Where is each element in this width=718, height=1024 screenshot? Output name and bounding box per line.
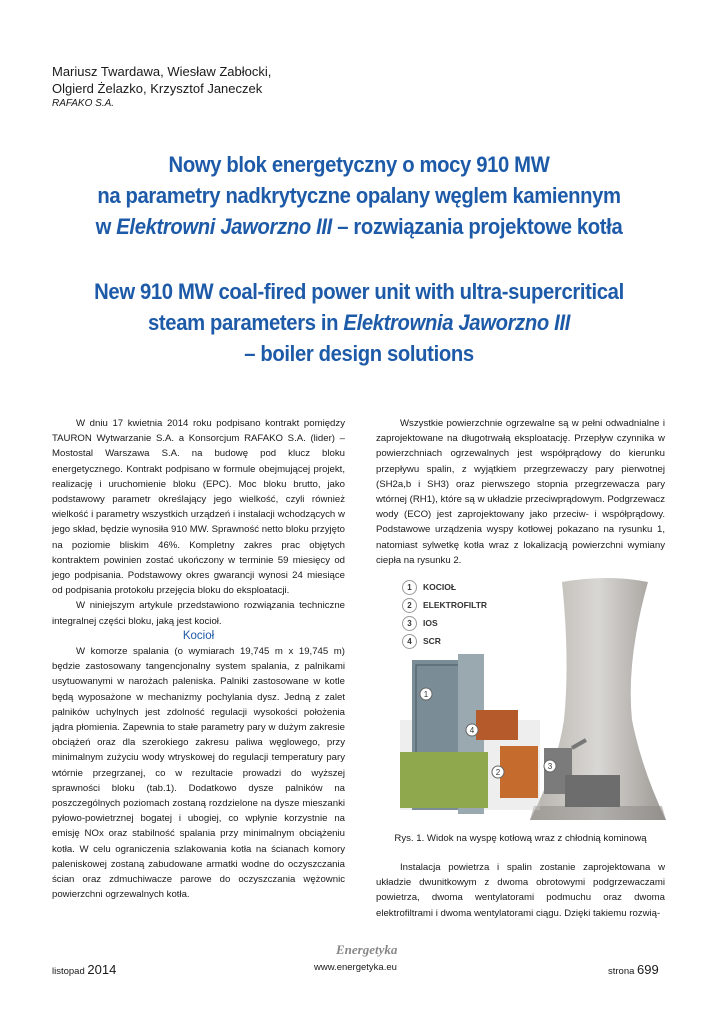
legend-item-kociol: 1 KOCIOŁ <box>402 580 456 595</box>
left-column <box>52 416 345 903</box>
figure-boiler-island <box>380 570 668 828</box>
section-heading-kociol: Kocioł <box>182 629 215 642</box>
footer-month: listopad <box>52 966 85 977</box>
air-flue-gas-paragraph: Instalacja powietrza i spalin zostanie zaprojektowana w układzie dwunitkowym z dwoma obrotowymi podgrzewaczami powietrza, dwoma wentylatorami podmuchu oraz dwoma elektrofiltrami i dwoma wentylatorami ciągu. Dzięki takiemu rozwią- <box>376 862 665 919</box>
svg-text:2: 2 <box>495 768 501 777</box>
title-en-line-3: – boiler design solutions <box>244 341 474 366</box>
footer-page-number: 699 <box>637 962 659 977</box>
title-pl-line-2: na parametry nadkrytyczne opalany węglem kamiennym <box>97 183 621 208</box>
title-en-line-2: steam parameters in Elektrownia Jaworzno III <box>148 310 570 335</box>
scr-unit <box>476 710 518 740</box>
authors-block <box>52 63 271 110</box>
authors-line-1: Mariusz Twardawa, Wiesław Zabłocki, <box>52 64 272 79</box>
electrostatic-precipitator <box>400 752 488 808</box>
svg-text:1: 1 <box>423 690 429 699</box>
footer-year: 2014 <box>87 962 117 977</box>
energetyka-logo: Energetyka <box>336 942 398 957</box>
title-pl-line-1: Nowy blok energetyczny o mocy 910 MW <box>168 152 550 177</box>
title-en-line-1: New 910 MW coal-fired power unit with ultra-supercritical <box>94 279 624 304</box>
figure-caption: Rys. 1. Widok na wyspę kotłową wraz z chłodnią kominową <box>394 833 647 844</box>
title-polish <box>54 149 664 242</box>
footer-page <box>608 962 659 977</box>
legend-item-ios: 3 IOS <box>402 616 438 631</box>
title-pl-line-3: w Elektrowni Jaworzno III – rozwiązania projektowe kotła <box>95 214 623 239</box>
footer-url[interactable]: www.energetyka.eu <box>314 962 397 973</box>
affiliation: RAFAKO S.A. <box>52 98 115 109</box>
right-column-bottom <box>376 860 665 921</box>
svg-text:3: 3 <box>547 762 553 771</box>
footer-page-label: strona <box>608 966 635 977</box>
heating-surfaces-paragraph: Wszystkie powierzchnie ogrzewalne są w pełni odwadnialne i zaprojektowane na długotrwałą eksploatację. Przepływ czynnika w powierzchniach ogrzewalnych jest współprądowy do kierunku przepływu spalin, z wyjątkiem przegrzewaczy pary pierwotnej (SH2a,b i SH3) oraz pierwszego stopnia przegrzewacza pary wtórnej (RH1), które są w układzie przeciwprądowym. Podgrzewacz wody (ECO) jest zaprojektowany jako przeciw- i współprądowy. Podstawowe urządzenia wyspy kotłowej pokazano na rysunku 1, natomiast sylwetkę kotła wraz z lokalizacją powierzchni wymiany ciepła na rysunku 2. <box>376 418 665 566</box>
authors-line-2: Olgierd Żelazko, Krzysztof Janeczek <box>52 81 263 96</box>
legend-item-elektrofiltr: 2 ELEKTROFILTR <box>402 598 487 613</box>
footer-date <box>52 962 116 977</box>
scope-paragraph: W niniejszym artykule przedstawiono rozwiązania techniczne integralnej części bloku, jaką jest kocioł. <box>52 600 345 627</box>
right-column-top <box>376 416 665 568</box>
svg-text:4: 4 <box>469 726 475 735</box>
boiler-paragraph: W komorze spalania (o wymiarach 19,745 m x 19,745 m) będzie zastosowany tangencjonalny system spalania, z palnikami usytuowanymi w narożach paleniska. Palniki zastosowane w kotle będą wyposażone w mechanizmy pochylania dysz. Jedną z zalet palników uchylnych jest zdolność regulacji wysokości położenia jądra płomienia. Zapewnia to stałe parametry pary w dużym zakresie obciążeń oraz dla szerokiego zakresu paliwa węglowego, przy minimalnym zużyciu wody wtryskowej do regulacji temperatury pary wtórnie przegrzanej, co w rezultacie prowadzi do wyższej sprawności bloku (tab.1). Dodatkowo dysze palników na poszczególnych poziomach zostaną rozdzielone na dysze mieszanki pyłowo-powietrznej bogatej i ubogiej, co wpłynie korzystnie na emisję NOx oraz stabilność spalania przy minimalnym obciążeniu kotła. W celu ograniczenia szlakowania kotła na ścianach komory paleniskowej zostaną zabudowane armatki wodne do oczyszczania ścian oraz zdmuchiwacze parowe do oczyszczania wężownic powierzchni ogrzewalnych kotła. <box>52 646 345 901</box>
intro-paragraph: W dniu 17 kwietnia 2014 roku podpisano kontrakt pomiędzy TAURON Wytwarzanie S.A. a Konsorcjum RAFAKO S.A. (lider) – Mostostal Warszawa S.A. na budowę pod klucz bloku energetycznego. Kontrakt podpisano w formule obejmującej projekt, realizację i uruchomienie bloku (EPC). Moc bloku brutto, jako podstawowy parametr określający jego wielkość, czyli również wielkość i parametry wszystkich urządzeń i instalacji wchodzących w jego skład, będzie wynosiła 910 MW. Sprawność netto bloku przyjęto na poziomie bliskim 46%. Kompletny zakres prac objętych kontraktem powinien zostać ukończony w terminie 59 miesięcy od jego podpisania. Podstawowy okres gwarancji wynosi 24 miesiące od podpisania protokołu przejęcia bloku do eksploatacji. <box>52 418 345 597</box>
legend-item-scr: 4 SCR <box>402 634 441 649</box>
title-english <box>54 276 664 369</box>
